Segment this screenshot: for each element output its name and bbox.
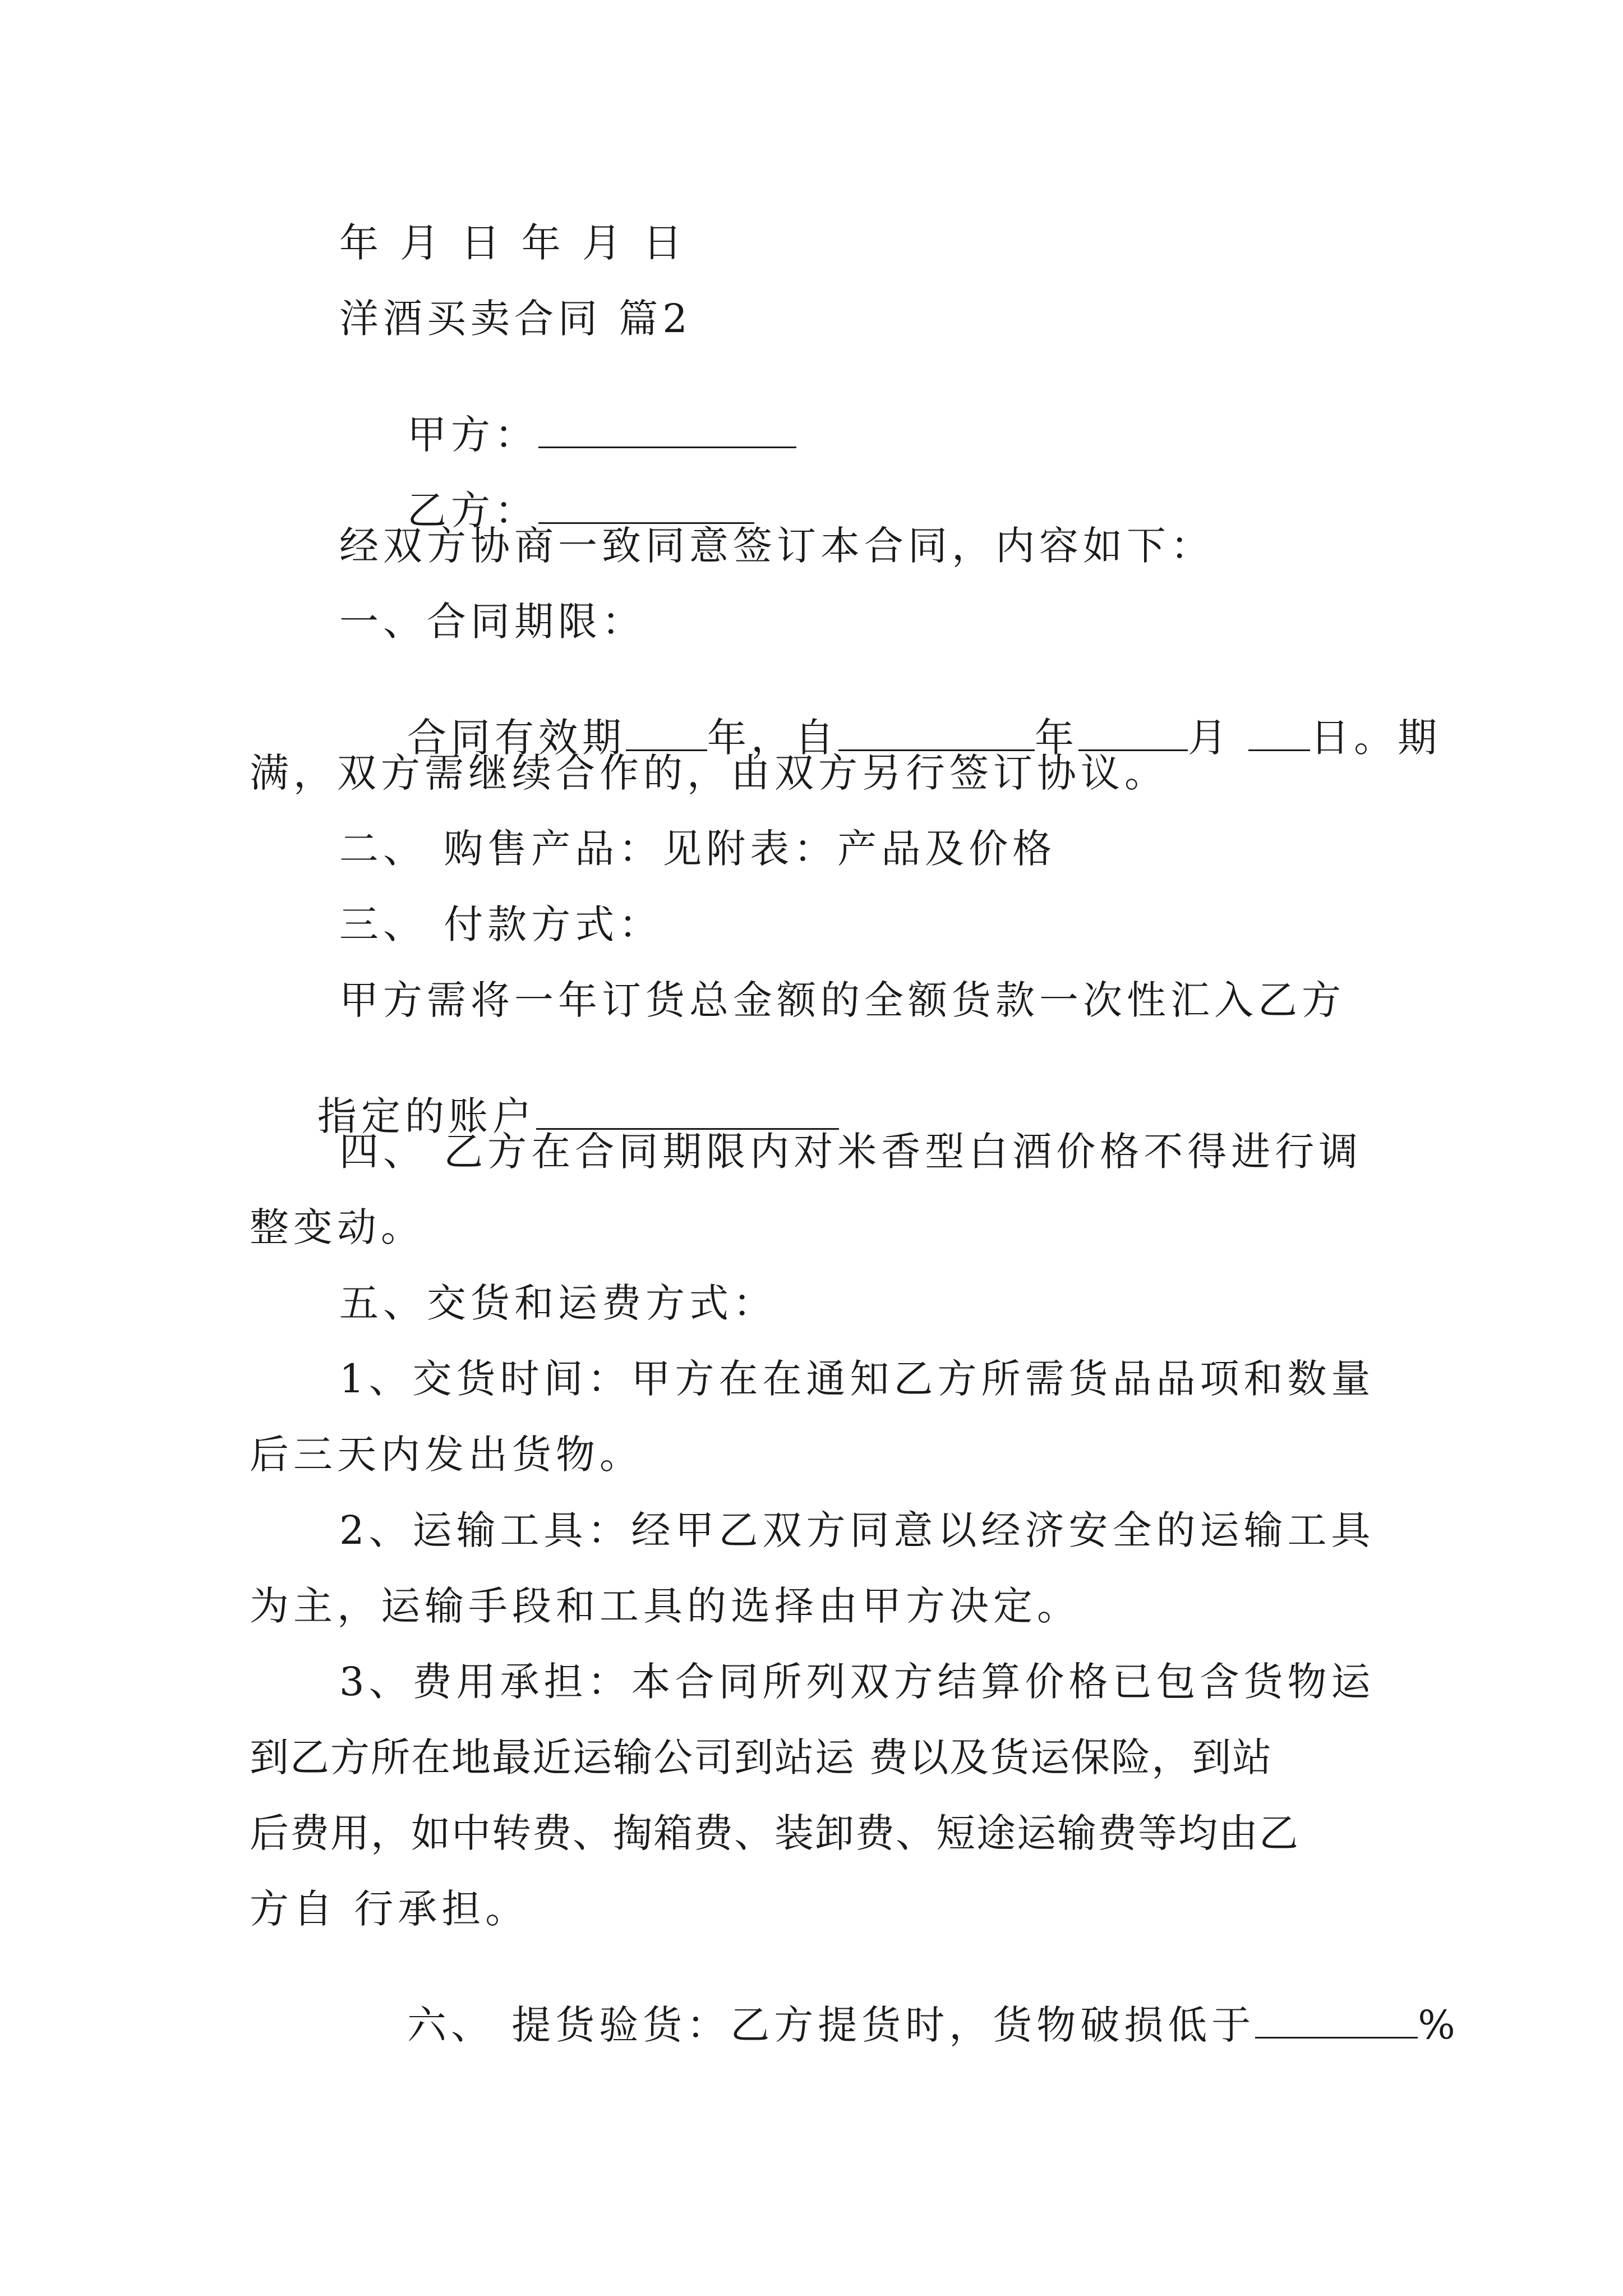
party-a-blank [538, 414, 796, 448]
start-month-blank [1078, 717, 1188, 751]
section-5-1-line-1: 1、交货时间：甲方在在通知乙方所需货品品项和数量 [339, 1356, 1375, 1402]
section-5-2-line-1: 2、运输工具：经甲乙双方同意以经济安全的运输工具 [339, 1507, 1375, 1553]
party-a-label: 甲方： [407, 412, 539, 458]
term-text-5: 日。期 [1310, 715, 1442, 761]
section-1-continuation: 满，双方需继续合作的，由双方另行签订协议。 [250, 750, 1168, 796]
account-label: 指定的账户 [317, 1093, 537, 1139]
start-day-blank [1248, 717, 1310, 751]
document-title: 洋酒买卖合同 篇2 [339, 296, 692, 342]
section-5-1-line-2: 后三天内发出货物。 [250, 1432, 643, 1478]
percent-sign: % [1418, 2002, 1460, 2048]
term-text-4: 月 [1188, 715, 1232, 761]
inspection-text: 六、 提货验货：乙方提货时，货物破损低于 [407, 2002, 1256, 2048]
section-4-line-2: 整变动。 [250, 1204, 425, 1250]
date-line: 年 月 日 年 月 日 [339, 220, 687, 266]
section-2-products: 二、 购售产品：见附表：产品及价格 [339, 826, 1057, 872]
start-year-blank [838, 717, 1035, 751]
section-5-heading: 五、交货和运费方式： [339, 1280, 777, 1326]
party-b-label: 乙方： [407, 487, 539, 533]
intro-paragraph: 经双方协商一致同意签订本合同，内容如下： [339, 523, 1214, 569]
section-5-3-line-2: 到乙方所在地最近运输公司到站运 费以及货运保险，到站 [250, 1734, 1273, 1780]
section-5-3-line-1: 3、费用承担：本合同所列双方结算价格已包含货物运 [339, 1659, 1375, 1705]
section-5-2-line-2: 为主，运输手段和工具的选择由甲方决定。 [250, 1583, 1081, 1629]
account-blank [536, 1096, 839, 1130]
section-3-line-1: 甲方需将一年订货总金额的全额货款一次性汇入乙方 [339, 977, 1345, 1023]
damage-rate-blank [1255, 2004, 1418, 2039]
term-text-1: 合同有效期 [407, 715, 626, 761]
section-6-line-1 [339, 1965, 1460, 2084]
section-4-line-1: 四、 乙方在合同期限内对米香型白酒价格不得进行调 [339, 1129, 1363, 1175]
term-text-3: 年 [1035, 715, 1079, 761]
section-5-3-line-4: 方自 行承担。 [250, 1886, 529, 1932]
term-years-blank [626, 717, 707, 751]
section-5-3-line-3: 后费用，如中转费、掏箱费、装卸费、短途运输费等均由乙 [250, 1810, 1299, 1856]
term-text-2: 年，自 [707, 715, 839, 761]
section-1-heading: 一、合同期限： [339, 599, 645, 645]
party-b-blank [538, 490, 754, 524]
section-3-heading: 三、 付款方式： [339, 901, 663, 947]
